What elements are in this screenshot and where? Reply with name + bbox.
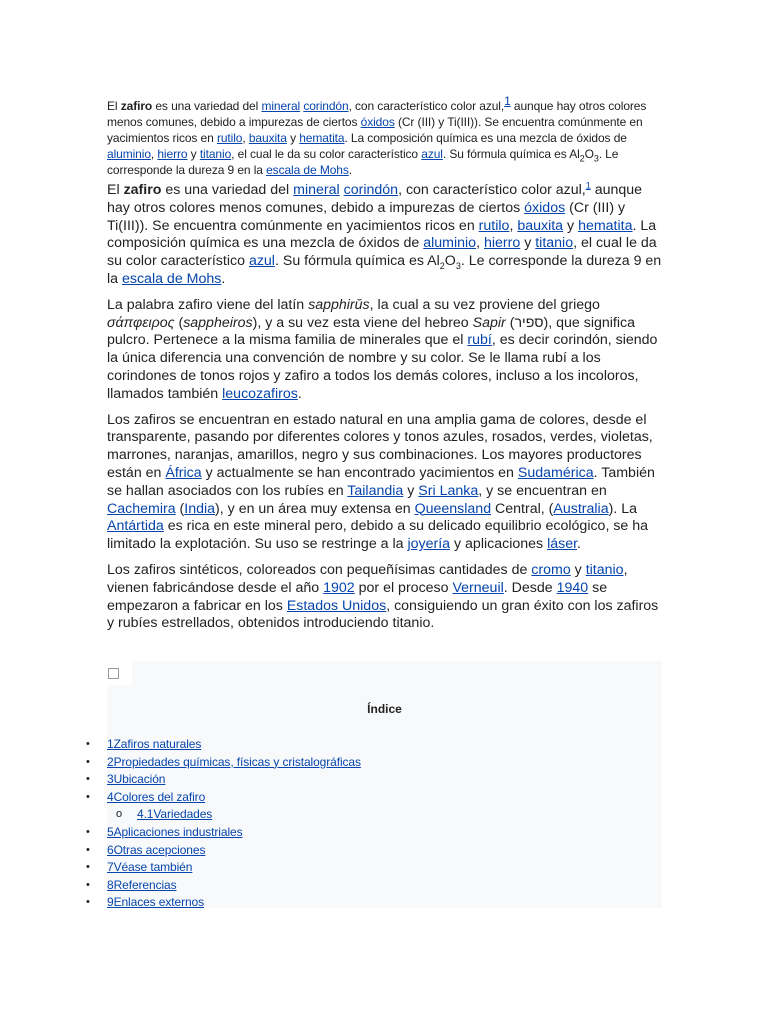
text: aunque hay otros colores menos comunes, debido a impurezas de ciertos [107,182,643,216]
text: y [570,561,586,578]
text: . Su fórmula química es Al [274,253,440,270]
link-mineral[interactable]: mineral [293,182,340,198]
text: Central, ( [491,500,554,517]
circle-bullet-icon: o [116,808,123,821]
toc-label: Enlaces externos [113,895,205,910]
toc-label: Zafiros naturales [113,737,202,751]
subscript: 2 [579,153,585,164]
link-hematita[interactable]: hematita [578,217,633,234]
toc-item [82,789,361,807]
link-corindon[interactable]: corindón [303,99,349,113]
text: . La composición química es una mezcla de óxidos de [107,217,657,252]
toc-toggle-checkbox[interactable] [108,668,119,679]
link-aluminio[interactable]: aluminio [423,235,477,252]
link-hierro[interactable]: hierro [157,147,188,161]
text: , [242,131,249,145]
text: aunque hay otros colores menos comunes, debido a impurezas de ciertos [107,99,647,129]
text: ), y en un área muy extensa en [215,500,415,517]
text: es una variedad del [152,99,262,113]
text: por el proceso [354,579,453,596]
etymology-paragraph [107,297,663,404]
text: . Le corresponde la dureza 9 en la [107,253,662,287]
bold-term: zafiro [120,99,153,113]
text: , y se encuentran en [478,482,607,499]
subscript: 3 [455,261,461,272]
toc-item [82,824,361,842]
text: , vienen fabricándose desde el año [107,561,628,596]
text: , con característico color azul, [348,99,505,113]
link-africa[interactable]: África [165,464,202,481]
toc-link-variedades[interactable] [137,807,212,821]
text: ( [175,500,185,517]
text: ). La [608,500,637,517]
link-india[interactable]: India [184,500,216,517]
subscript: 2 [439,261,445,272]
toc-item [82,877,361,895]
link-titanio[interactable]: titanio [585,561,624,578]
toc-subitem [82,806,361,824]
footnote-ref[interactable]: 1 [504,94,511,108]
toc-label: Aplicaciones industriales [113,824,243,839]
text: , el cual le da su color característico [107,235,657,270]
link-escala-de-mohs[interactable]: escala de Mohs [121,270,222,287]
text: y [563,217,579,234]
toc-link-enlaces-externos[interactable] [107,895,204,909]
italic-term: σάπφειρος [107,314,175,331]
occurrence-paragraph [107,412,663,554]
bullet-icon: • [86,825,90,838]
toc-title: Índice [367,702,402,716]
toc-number: 3 [107,772,114,787]
text: y [187,147,200,161]
link-sudamerica[interactable]: Sudamérica [517,464,594,481]
link-titanio[interactable]: titanio [535,235,574,252]
toc-number: 4 [107,789,114,804]
toc-item [82,736,361,754]
link-hematita[interactable]: hematita [299,131,345,145]
text: , [150,147,158,161]
link-cachemira[interactable]: Cachemira [107,500,176,517]
bullet-icon: • [86,773,90,786]
article-body [107,94,663,641]
link-rutilo[interactable]: rutilo [216,131,243,145]
toc-number: 7 [107,860,114,875]
text: , la cual a su vez proviene del griego [369,296,600,313]
text: , con característico color azul, [398,182,586,198]
text: O [584,147,594,161]
link-mineral[interactable]: mineral [261,99,301,113]
toc-item [82,842,361,860]
link-australia[interactable]: Australia [553,500,609,517]
footnote-ref[interactable]: 1 [585,180,591,191]
text: Los zafiros sintéticos, coloreados con pequeñísimas cantidades de [107,561,532,578]
text: . [221,270,226,287]
bullet-icon: • [86,861,90,874]
toc-item [82,894,361,912]
toc-label: Ubicación [113,772,166,787]
bullet-icon: • [86,843,90,856]
link-titanio[interactable]: titanio [199,147,232,161]
toc-number: 1 [107,737,114,751]
text: . [577,536,581,553]
link-escala-de-mohs[interactable]: escala de Mohs [266,163,349,177]
link-leucozafiros[interactable]: leucozafiros [222,385,298,402]
text: y aplicaciones [450,536,548,553]
text: . Su fórmula química es Al [442,147,580,161]
intro-paragraph [107,182,663,289]
toc-label: Otras acepciones [113,842,206,857]
link-sri-lanka[interactable]: Sri Lanka [418,482,479,499]
link-hierro[interactable]: hierro [483,235,521,252]
toc-label: Propiedades químicas, físicas y cristalográficas [113,754,361,769]
toc-item [82,859,361,877]
text: y [403,482,419,499]
text: Los zafiros se encuentran en estado natural en una amplia gama de colores, desde el transparente, pasando por diferentes colores y tonos azules, rosados, verdes, violetas, marrones, naranjas, amarillos, negro y sus combinaciones. Los mayores productores están en [107,411,653,481]
text: y actualmente se han encontrado yacimientos en [201,464,518,481]
text: (ספיר), que significa pulcro. Pertenece a la misma familia de minerales que el [107,314,636,349]
italic-term: sappheiros [183,314,253,331]
toc-link-aplicaciones[interactable] [107,825,242,839]
text: , [509,217,518,234]
toc-link-referencias[interactable] [107,878,177,892]
text: se empezaron a fabricar en los [107,579,608,614]
text: , es decir corindón, siendo la única diferencia una convención de nombre y su color. Se le llama rubí a los corindones de tonos rojos y zafiro a todos los demás colores, incluso a los incoloros, llamados también [107,332,658,402]
bullet-icon: • [86,790,90,803]
toc-number: 9 [107,895,114,910]
text: es rica en este mineral pero, debido a su delicado equilibrio ecológico, se ha limitado la explotación. Su uso se restringe a la [107,518,649,553]
toc-item [82,771,361,789]
text: , el cual le da su color característico [231,147,422,161]
toc-list [82,736,361,912]
text: y [520,235,536,252]
toc-link-ubicacion[interactable] [107,772,165,786]
toc-link-vease-tambien[interactable] [107,860,192,874]
text: . Le corresponde la dureza 9 en la [107,147,619,177]
text: (Cr (III) y Ti(III)). Se encuentra comúnmente en yacimientos ricos en [107,115,643,145]
toc-number: 6 [107,842,114,857]
subscript: 3 [593,153,599,164]
toc-item [82,754,361,772]
text: y [286,131,300,145]
text: . [348,163,352,177]
link-azul[interactable]: azul [421,147,443,161]
link-estados-unidos[interactable]: Estados Unidos [286,597,387,614]
link-azul[interactable]: azul [248,253,275,270]
link-oxidos[interactable]: óxidos [524,199,566,216]
bullet-icon: • [86,896,90,909]
italic-term: sapphirŭs [308,296,370,313]
link-corindon[interactable]: corindón [343,182,399,198]
bullet-icon: • [86,755,90,768]
text: ), y a su vez esta viene del hebreo [252,314,473,331]
link-aluminio[interactable]: aluminio [107,147,151,161]
bullet-icon: • [86,738,90,750]
toc-link-zafiros-naturales[interactable] [107,737,201,751]
link-tailandia[interactable]: Tailandia [347,482,404,499]
link-joyeria[interactable]: joyería [407,536,451,553]
text: . La composición química es una mezcla de óxidos de [344,131,627,145]
link-cromo[interactable]: cromo [531,561,571,578]
synthetic-paragraph [107,562,663,633]
text: . [297,385,302,402]
text: ( [174,314,184,331]
toc-label: Véase también [113,860,193,875]
toc-link-colores[interactable] [107,790,205,804]
link-antartida[interactable]: Antártida [107,518,164,535]
text: , consiguiendo un gran éxito con los zafiros y rubíes estrellados, obtenidos introduciendo titanio. [107,597,659,632]
text: El [107,99,121,113]
text: La palabra zafiro viene del latín [107,296,309,313]
link-rutilo[interactable]: rutilo [478,217,510,234]
link-queensland[interactable]: Queensland [414,500,492,517]
italic-term: Sapir [472,314,506,331]
link-1902[interactable]: 1902 [323,579,355,596]
bullet-icon: • [86,878,90,891]
toc-label: Referencias [113,877,177,892]
link-verneuil[interactable]: Verneuil [452,579,504,596]
link-bauxita[interactable]: bauxita [248,131,287,145]
toc-label: Variedades [153,807,213,822]
intro-paragraph-small [107,94,663,178]
link-laser[interactable]: láser [547,536,578,553]
link-oxidos[interactable]: óxidos [360,115,395,129]
link-rubi[interactable]: rubí [467,332,492,349]
text: El [107,182,124,198]
text: es una variedad del [161,182,294,198]
toc-number: 8 [107,877,114,892]
link-1940[interactable]: 1940 [556,579,589,596]
toc-number: 4.1 [137,807,154,822]
toc-number: 5 [107,824,114,839]
text: . También se hallan asociados con los rubíes en [107,464,655,499]
toc-link-propiedades[interactable] [107,755,361,769]
toc-link-otras-acepciones[interactable] [107,843,205,857]
link-bauxita[interactable]: bauxita [517,217,564,234]
toc-number: 2 [107,754,114,769]
text: . Desde [503,579,557,596]
toc-label: Colores del zafiro [113,789,206,804]
text: O [444,253,456,270]
text: , [476,235,484,252]
text: (Cr (III) y Ti(III)). Se encuentra comúnmente en yacimientos ricos en [107,199,626,234]
bold-term: zafiro [123,182,162,198]
